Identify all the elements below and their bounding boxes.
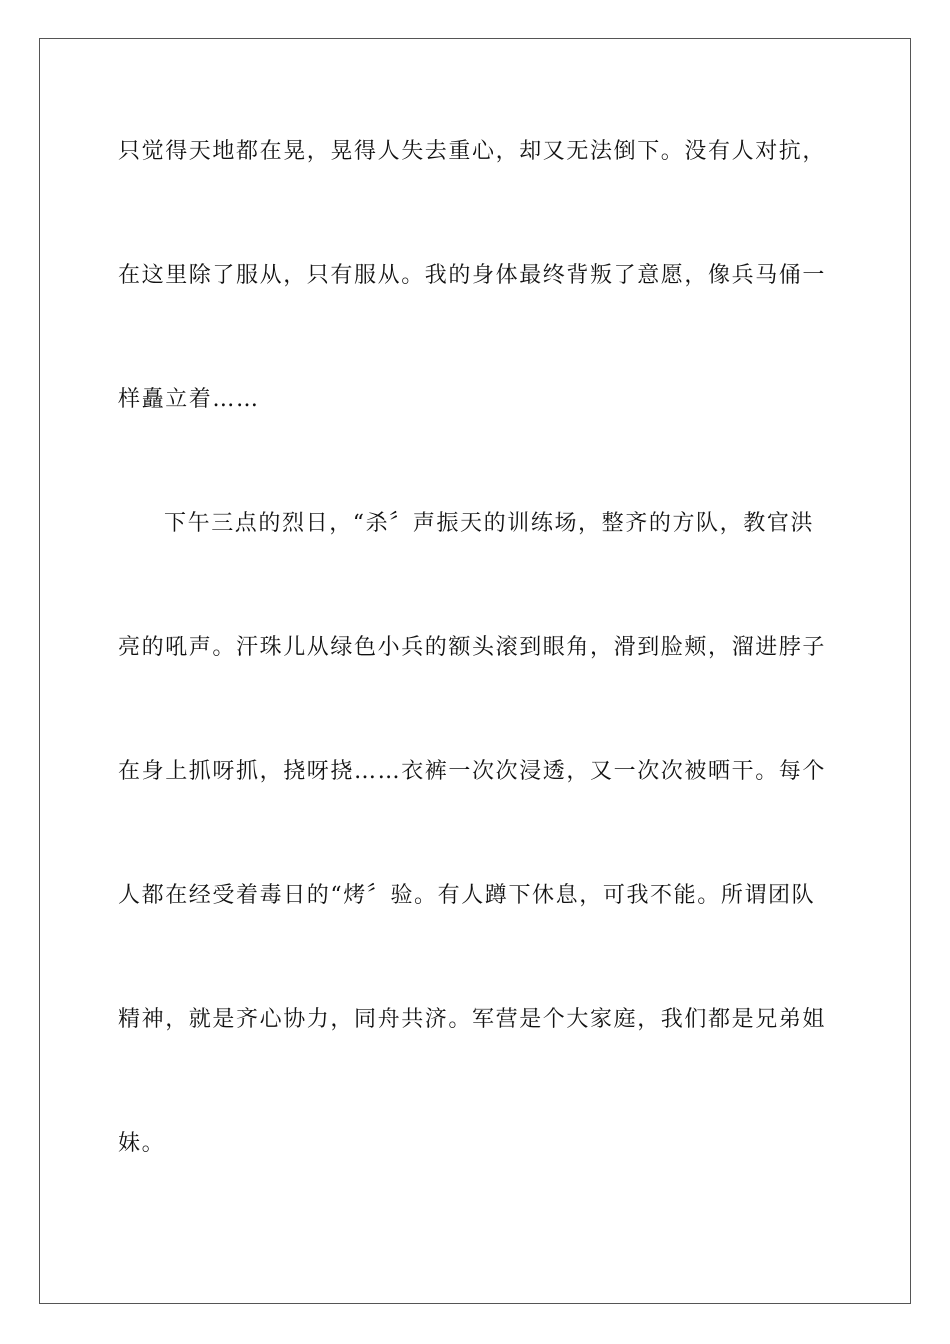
paragraph-2-line-5: 精神，就是齐心协力，同舟共济。军营是个大家庭，我们都是兄弟姐 (118, 1007, 827, 1032)
paragraph-2-line-3: 在身上抓呀抓，挠呀挠……衣裤一次次浸透，又一次次被晒干。每个 (118, 759, 827, 784)
paragraph-1-line-1: 只觉得天地都在晃，晃得人失去重心，却又无法倒下。没有人对抗， (118, 139, 827, 164)
paragraph-1-line-2: 在这里除了服从，只有服从。我的身体最终背叛了意愿，像兵马俑一 (118, 263, 827, 288)
page-border (39, 38, 911, 1304)
paragraph-2-line-6: 妹。 (118, 1131, 166, 1156)
paragraph-1-line-3: 样矗立着…… (118, 387, 260, 412)
paragraph-2-line-1: 下午三点的烈日，“杀〞声振天的训练场，整齐的方队，教官洪 (164, 511, 815, 536)
paragraph-2-line-2: 亮的吼声。汗珠儿从绿色小兵的额头滚到眼角，滑到脸颊，溜进脖子 (118, 635, 827, 660)
paragraph-2-line-4: 人都在经受着毒日的“烤〞验。有人蹲下休息，可我不能。所谓团队 (118, 883, 816, 908)
